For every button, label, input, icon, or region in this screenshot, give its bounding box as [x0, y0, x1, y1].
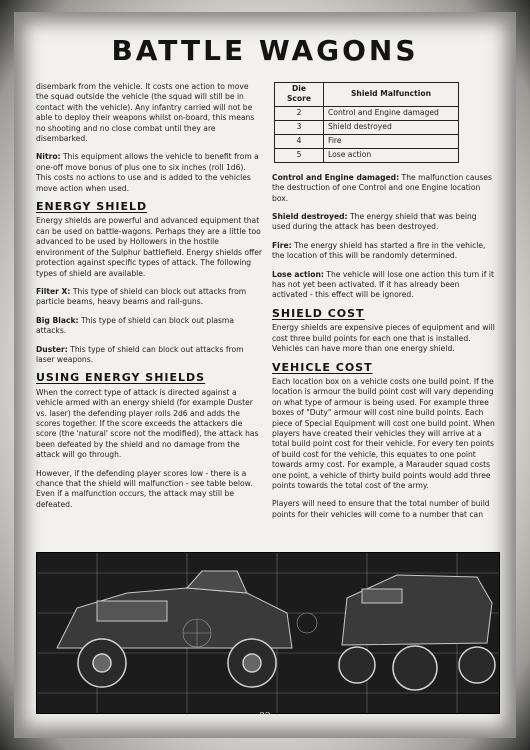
big-black-text: This type of shield can block out plasma attacks.: [36, 315, 234, 336]
die-score-cell: 3: [275, 120, 324, 134]
nitro-text: This equipment allows the vehicle to benefit from a one-off move bonus of plus one to six inches (roll 1d6). This costs no actions to use and is added to the vehicles move action when used.: [36, 152, 259, 193]
page-title: BATTLE WAGONS: [111, 34, 419, 67]
control-engine-paragraph: [272, 173, 495, 204]
malfunction-cell: Shield destroyed: [324, 120, 459, 134]
table-header-row: [275, 83, 459, 107]
players-paragraph: Players will need to ensure that the total number of build points for their vehicles will come to a number that can: [272, 499, 490, 519]
blueprint-drawing: [37, 553, 499, 713]
fire-text: The energy shield has started a fire in the vehicle, the location of this will be randomly determined.: [272, 240, 486, 261]
big-black-paragraph: [36, 316, 263, 337]
using-shields-paragraph: When the correct type of attack is directed against a vehicle armed with an energy shield (for example Duster vs. laser) the defending player rolls 2d6 and adds the scores together. If the score exceeds the attackers die score (the 'natural' score not the modified), the attack has been defeated by the shield and no damage from the attack will go through.: [36, 387, 259, 460]
die-score-cell: 2: [275, 106, 324, 120]
duster-text: This type of shield can block out attacks from laser weapons.: [36, 344, 244, 364]
shield-destroyed-label: Shield destroyed:: [272, 212, 348, 222]
table-header: Shield Malfunction: [324, 83, 459, 107]
left-column: [36, 82, 263, 518]
lose-action-text: The vehicle will lose one action this turn if it has not yet been activated. If it has already been activated - this effect will be ignored.: [272, 269, 494, 300]
using-energy-shields-heading: USING ENERGY SHIELDS: [36, 371, 206, 385]
nitro-paragraph: [36, 152, 263, 194]
nitro-label: Nitro:: [36, 152, 61, 162]
malfunction-cell: Lose action: [324, 148, 459, 162]
intro-paragraph: disembark from the vehicle. It costs one action to move the squad outside the vehicle (the squad will still be in contact with the vehicle). Any infantry carried will not be able to deploy their weapons whilst on-board, this means no shooting and no close combat until they are disembarked.: [36, 82, 255, 144]
energy-shield-paragraph: Energy shields are powerful and advanced equipment that can be used on battle-wagons. Perhaps they are a little too advanced to be used by Hollowers in the hostile environment of the Sulphur battlefield. Energy shields offer protection against specific types of attack. The following types of shield are available.: [36, 216, 263, 278]
table-row: [275, 148, 459, 162]
shield-cost-heading: SHIELD COST: [272, 306, 365, 320]
malfunction-cell: Control and Engine damaged: [324, 106, 459, 120]
page-number: 32: [259, 712, 271, 722]
filter-x-label: Filter X:: [36, 286, 71, 296]
table-row: [275, 120, 459, 134]
shield-destroyed-text: The energy shield that was being used during the attack has been destroyed.: [272, 212, 477, 232]
fire-label: Fire:: [272, 240, 292, 250]
duster-label: Duster:: [36, 344, 68, 354]
vehicle-cost-heading: VEHICLE COST: [272, 360, 373, 374]
shield-destroyed-paragraph: [272, 212, 495, 233]
malfunction-table: [274, 82, 459, 163]
duster-paragraph: [36, 345, 263, 366]
wagon-side-view: [57, 571, 292, 648]
table-row: [275, 134, 459, 148]
table-header: Die Score: [275, 83, 324, 107]
lose-action-label: Lose action:: [272, 269, 324, 279]
lose-action-paragraph: [272, 270, 495, 301]
table-row: [275, 106, 459, 120]
filter-x-paragraph: [36, 287, 263, 308]
fire-paragraph: [272, 241, 495, 262]
big-black-label: Big Black:: [36, 315, 79, 325]
shield-cost-paragraph: Energy shields are expensive pieces of equipment and will cost three build points for each one that is installed. Vehicles can have more than one energy shield.: [272, 323, 495, 354]
die-score-cell: 5: [275, 148, 324, 162]
malfunction-cell: Fire: [324, 134, 459, 148]
however-paragraph: However, if the defending player scores low - there is a chance that the shield will malfunction - see table below. Even if a malfunction occurs, the attack may still be defeated.: [36, 468, 253, 509]
vehicle-cost-paragraph: Each location box on a vehicle costs one build point. If the location is armour the build point cost will vary depending on what type of armour is being used. For example three boxes of "Duty" armour will cost nine build points. Each piece of Special Equipment will cost one build point. When players have created their vehicles they will arrive at a total build point cost for their vehicle. For every ten points of build cost for the vehicle, this equates to one point towards army cost. For example, a Marauder squad costs one point, a vehicle of thirty build points would add three points towards the total cost of the army.: [272, 376, 495, 490]
control-engine-text: The malfunction causes the destruction of one Control and one Engine location box.: [272, 172, 492, 203]
energy-shield-heading: ENERGY SHIELD: [36, 200, 148, 214]
control-engine-label: Control and Engine damaged:: [272, 172, 400, 182]
filter-x-text: This type of shield can block out attacks from particle beams, heavy beams and rail-guns.: [36, 286, 247, 307]
right-column: [272, 82, 495, 528]
wagon-rear-view: [339, 575, 495, 690]
vehicle-blueprint-illustration: [36, 552, 500, 714]
die-score-cell: 4: [275, 134, 324, 148]
